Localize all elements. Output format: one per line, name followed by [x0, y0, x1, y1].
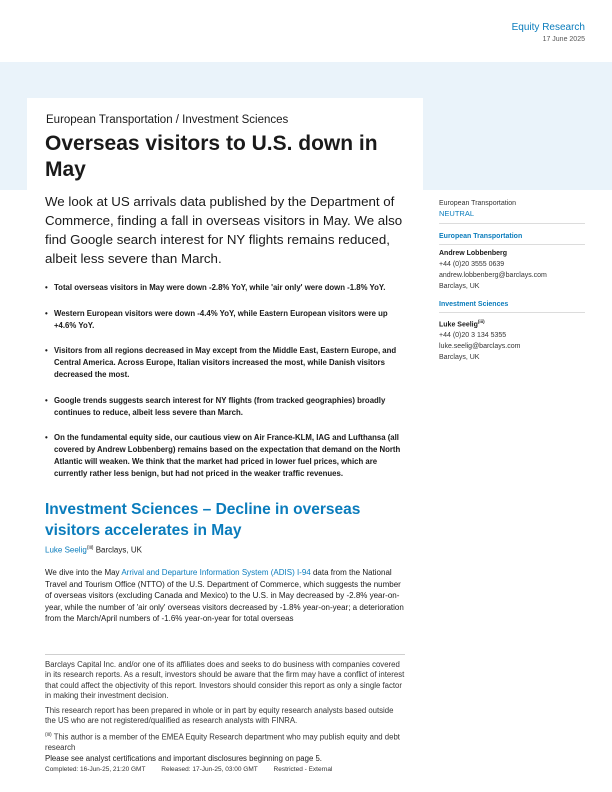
- analyst-team: Investment Sciences: [439, 301, 585, 313]
- finra-notice: This research report has been prepared in whole or in part by equity research analysts based outside the US who are not registered/qualified as research analysts with FINRA.: [45, 705, 394, 726]
- analyst-card: [439, 301, 585, 363]
- key-point: • Western European visitors were down -4.4% YoY, while Eastern European visitors were up +4.6% YoY.: [45, 308, 407, 332]
- disclosures-notice[interactable]: Please see analyst certifications and important disclosures beginning on page 5.: [45, 754, 322, 763]
- analyst-footnote-marker: (iii): [477, 319, 485, 324]
- key-point: • On the fundamental equity side, our cautious view on Air France-KLM, IAG and Lufthansa (all covered by Andrew Lobbenberg) remains based on the expectation that demand on the North Atlantic will weaken. We think that the market had priced in lower fuel prices, which are currently rather less benign, but had not priced in the weaker traffic revenues.: [45, 432, 407, 479]
- body-prefix: We dive into the May: [45, 568, 122, 577]
- industry-label: European Transportation: [439, 200, 517, 207]
- byline: [45, 545, 142, 555]
- author-org: Barclays, UK: [93, 545, 142, 555]
- page-title: Overseas visitors to U.S. down in May: [45, 132, 378, 181]
- conflict-disclaimer: Barclays Capital Inc. and/or one of its affiliates does and seeks to do business with companies covered in its research reports. As a result, investors should be aware that the firm may have a conflict of interest that could affect the objectivity of this report. Investors should consider this report as only a single factor in making their investment decision.: [45, 660, 405, 701]
- analyst-card: [439, 233, 585, 292]
- key-point: • Google trends suggests search interest for NY flights (from tracked geographies) broadly continues to reduce, albeit less severe than March.: [45, 395, 407, 419]
- report-meta: [45, 766, 346, 773]
- note-footnote-marker: (iii): [45, 732, 52, 739]
- key-points-list: [45, 282, 407, 494]
- analyst-team: European Transportation: [439, 233, 585, 245]
- author-footnote-marker: (iii): [86, 545, 94, 551]
- analyst-phone: +44 (0)20 3 134 5355: [439, 332, 507, 340]
- key-point: • Visitors from all regions decreased in May except from the Middle East, Eastern Europe, and Central America. Across Europe, Italian visitors increased the most, while Danish visitors decreased the most.: [45, 345, 407, 380]
- analyst-email[interactable]: andrew.lobbenberg@barclays.com: [439, 272, 547, 279]
- key-point: • Total overseas visitors in May were down -2.8% YoY, while 'air only' were down -1.8% YoY.: [45, 282, 407, 294]
- body-suffix: data from the National Travel and Tourism Office (NTTO) of the U.S. Department of Commerce, which suggests the number of overseas visitors (excluding Canada and Mexico) to the U.S. in May decreased by -2.8% year-on-year, while the number of 'air only' overseas visitors decreased by -1.8% year-on-year; a deterioration from the March/April numbers of -1.6% year-on-year for total overseas: [45, 568, 404, 624]
- restricted-label: Restricted - External: [273, 766, 333, 773]
- author-link[interactable]: Luke Seelig: [45, 545, 87, 555]
- released-timestamp: Released: 17-Jun-25, 03:00 GMT: [161, 766, 258, 773]
- author-note: [45, 730, 405, 753]
- analyst-phone: +44 (0)20 3555 0639: [439, 261, 505, 268]
- body-paragraph: [45, 567, 405, 625]
- analyst-name: Andrew Lobbenberg: [439, 250, 508, 257]
- industry-rating: NEUTRAL: [439, 209, 585, 224]
- analyst-org: Barclays, UK: [439, 354, 480, 362]
- analyst-email[interactable]: luke.seelig@barclays.com: [439, 343, 521, 351]
- analyst-name-text: Luke Seelig: [439, 321, 478, 329]
- sidebar: [439, 200, 585, 363]
- analyst-org: Barclays, UK: [439, 283, 480, 290]
- adis-link[interactable]: Arrival and Departure Information System (ADIS) I-94: [121, 568, 311, 577]
- completed-timestamp: Completed: 16-Jun-25, 21:20 GMT: [45, 766, 146, 773]
- report-type: Equity Research: [511, 22, 585, 33]
- kicker: European Transportation / Investment Sciences: [46, 114, 289, 126]
- report-header: [512, 22, 585, 43]
- lede-paragraph: We look at US arrivals data published by the Department of Commerce, finding a fall in overseas visitors in May. We also find Google search interest for NY flights remains reduced, albeit less severe than March.: [45, 194, 403, 266]
- section-title: Investment Sciences – Decline in overseas visitors accelerates in May: [45, 501, 361, 539]
- report-date: 17 June 2025: [542, 36, 585, 43]
- footer-disclaimer: [45, 654, 405, 754]
- analyst-name: [439, 316, 585, 330]
- author-note-text: This author is a member of the EMEA Equity Research department who may publish equity and debt research: [45, 733, 400, 753]
